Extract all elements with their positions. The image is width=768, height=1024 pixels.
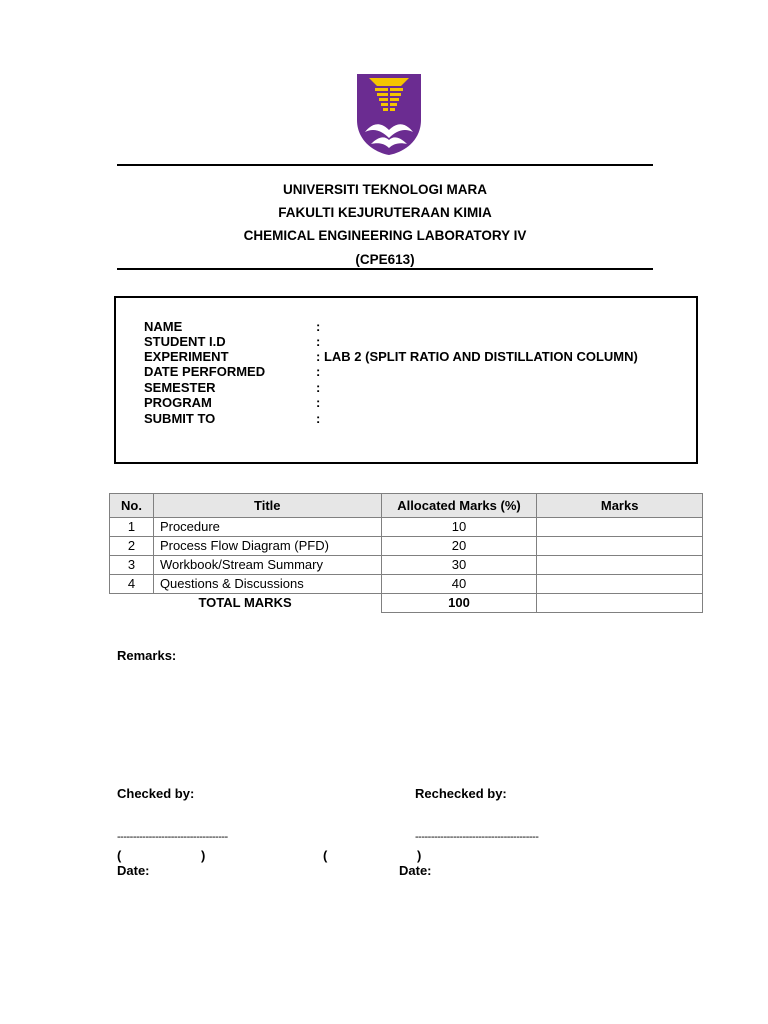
paren-open-right: (: [323, 848, 328, 863]
row-title: Workbook/Stream Summary: [153, 556, 381, 575]
total-marks: [537, 594, 703, 613]
row-marks: [537, 556, 703, 575]
faculty-name: FAKULTI KEJURUTERAAN KIMIA: [278, 205, 492, 220]
row-title: Questions & Discussions: [153, 575, 381, 594]
paren-open-left: (: [117, 848, 122, 863]
table-row: [110, 556, 703, 575]
paren-close-right: ): [417, 848, 422, 863]
row-title: Process Flow Diagram (PFD): [153, 537, 381, 556]
row-marks: [537, 575, 703, 594]
table-header-row: [110, 494, 703, 518]
signature-line-right: ---------------------------------------: [415, 831, 539, 843]
row-marks: [537, 518, 703, 537]
row-allocated: 10: [381, 518, 537, 537]
total-row: [110, 594, 703, 613]
row-no: 1: [110, 518, 154, 537]
date-label-left: Date:: [117, 863, 150, 878]
info-row-date-performed: [144, 364, 320, 379]
table-row: [110, 537, 703, 556]
info-row-experiment: [144, 349, 638, 364]
table-row: [110, 575, 703, 594]
university-name: UNIVERSITI TEKNOLOGI MARA: [282, 182, 487, 197]
row-no: 3: [110, 556, 154, 575]
total-label: TOTAL MARKS: [198, 595, 292, 611]
info-label: PROGRAM: [144, 395, 212, 410]
column-header-marks: Marks: [537, 494, 703, 518]
remarks-label: Remarks:: [117, 648, 177, 663]
info-value: : LAB 2 (SPLIT RATIO AND DISTILLATION COLUMN): [316, 349, 638, 364]
student-info-box: [114, 296, 698, 464]
info-label: SEMESTER: [144, 380, 216, 395]
row-marks: [537, 537, 703, 556]
paren-close-left: ): [201, 848, 206, 863]
date-label-right: Date:: [399, 863, 432, 878]
info-row-name: [144, 319, 320, 334]
column-header-no: No.: [110, 494, 154, 518]
bottom-rule: [117, 268, 653, 270]
row-title: Procedure: [153, 518, 381, 537]
table-row: [110, 518, 703, 537]
info-label: EXPERIMENT: [144, 349, 229, 364]
marks-table: [109, 493, 703, 613]
info-label: NAME: [144, 319, 183, 334]
checked-by-label: Checked by:: [117, 786, 195, 801]
info-label: STUDENT I.D: [144, 334, 226, 349]
info-row-semester: [144, 380, 320, 395]
info-value: :: [316, 364, 321, 379]
row-allocated: 30: [381, 556, 537, 575]
info-value: :: [316, 411, 321, 426]
course-name: CHEMICAL ENGINEERING LABORATORY IV: [243, 228, 527, 243]
rechecked-by-label: Rechecked by:: [415, 786, 507, 801]
row-allocated: 20: [381, 537, 537, 556]
info-label: SUBMIT TO: [144, 411, 216, 426]
row-allocated: 40: [381, 575, 537, 594]
info-value: :: [316, 395, 321, 410]
info-value: :: [316, 334, 321, 349]
course-code: (CPE613): [355, 252, 415, 267]
total-value: 100: [381, 594, 537, 613]
info-value: :: [316, 380, 321, 395]
column-header-title: Title: [153, 494, 381, 518]
signature-line-left: -----------------------------------: [117, 831, 228, 843]
uitm-logo-icon: [355, 72, 423, 156]
row-no: 4: [110, 575, 154, 594]
info-label: DATE PERFORMED: [144, 364, 266, 379]
top-rule: [117, 164, 653, 166]
info-row-student-id: [144, 334, 320, 349]
row-no: 2: [110, 537, 154, 556]
column-header-allocated: Allocated Marks (%): [381, 494, 537, 518]
info-row-submit-to: [144, 411, 320, 426]
info-value: :: [316, 319, 321, 334]
info-row-program: [144, 395, 320, 410]
